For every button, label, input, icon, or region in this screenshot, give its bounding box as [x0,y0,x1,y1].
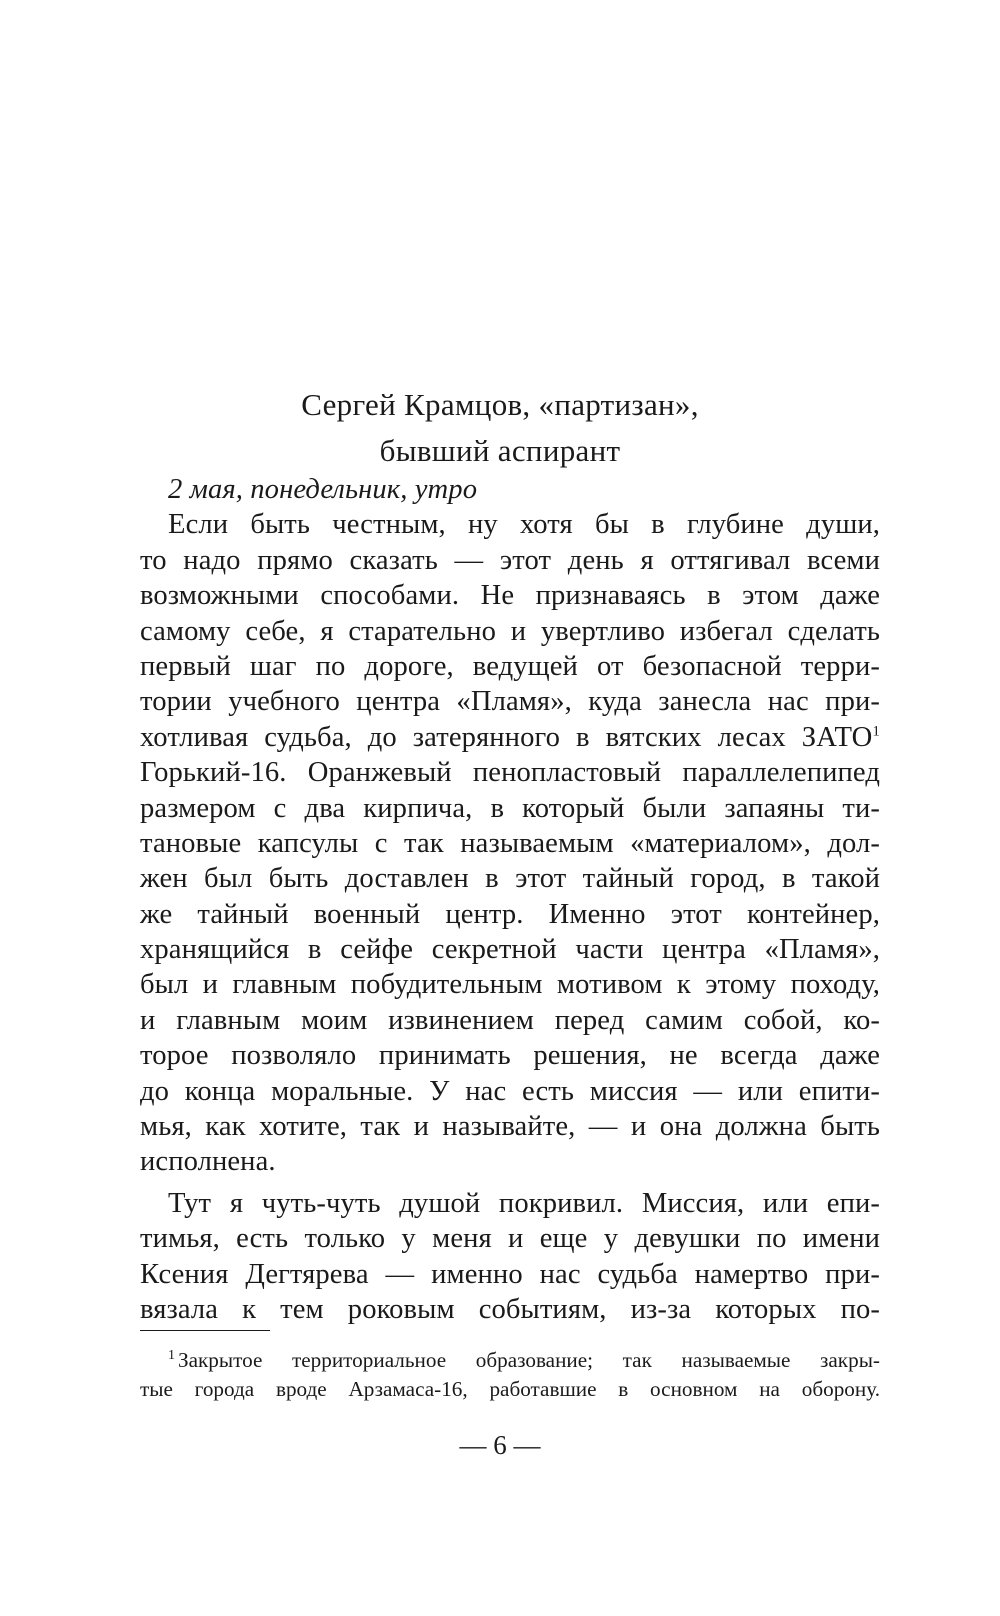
text-line: же тайный военный центр. Именно этот контейнер, [140,898,880,930]
section-subheading: 2 мая, понедельник, утро [168,474,478,505]
chapter-heading [0,382,1000,474]
footnote-reference: 1 [872,723,880,740]
text-line: возможными способами. Не признаваясь в этом даже [140,580,880,612]
text-line: был и главным побудительным мотивом к этому походу, [140,969,880,1001]
text-line: Ксения Дегтярева — именно нас судьба намертво при- [140,1258,880,1290]
text-line: тимья, есть только у меня и еще у девушки по имени [140,1223,880,1255]
footnote-text: Закрытое территориальное образование; так называемые закры- [178,1348,880,1372]
text-line: Если быть честным, ну хотя бы в глубине души, [168,509,880,541]
footnote-number: 1 [168,1347,175,1363]
text-line-with-footnote [140,720,880,755]
heading-line-2: бывший аспирант [379,433,621,468]
text-line: тории учебного центра «Пламя», куда занесла нас при- [140,686,880,718]
page-number: — 6 — [459,1430,541,1460]
footnote-line [140,1346,880,1375]
text-line: тановые капсулы с так называемым «материалом», дол- [140,827,880,859]
text-line-content: хотливая судьба, до затерянного в вятских лесах ЗАТО [140,721,873,753]
footnote-line: тые города вроде Арзамаса-16, работавшие в основном на оборону. [140,1377,880,1401]
text-line: до конца моральные. У нас есть миссия — или епити- [140,1075,880,1107]
footnote [140,1346,880,1404]
heading-line-1: Сергей Крамцов, «партизан», [301,387,699,422]
text-line: жен был быть доставлен в этот тайный город, в такой [140,863,880,895]
text-line: Горький-16. Оранжевый пенопластовый параллелепипед [140,757,880,789]
body-text [140,472,880,1327]
text-line: исполнена. [140,1146,276,1178]
text-line: торое позволяло принимать решения, не всегда даже [140,1040,880,1072]
text-line: мья, как хотите, так и называйте, — и она должна быть [140,1111,880,1143]
text-line: вязала к тем роковым событиям, из-за которых по- [140,1293,880,1325]
text-line: размером с два кирпича, в который были запаяны ти- [140,792,880,824]
text-line: то надо прямо сказать — этот день я оттягивал всеми [140,544,880,576]
text-line: хранящийся в сейфе секретной части центра «Пламя», [140,934,880,966]
footnote-divider [140,1330,270,1331]
text-line: и главным моим извинением перед самим собой, ко- [140,1004,880,1036]
text-line: первый шаг по дороге, ведущей от безопасной терри- [140,650,880,682]
text-line: Тут я чуть-чуть душой покривил. Миссия, или епи- [168,1187,880,1219]
text-line: самому себе, я старательно и увертливо избегал сделать [140,615,880,647]
